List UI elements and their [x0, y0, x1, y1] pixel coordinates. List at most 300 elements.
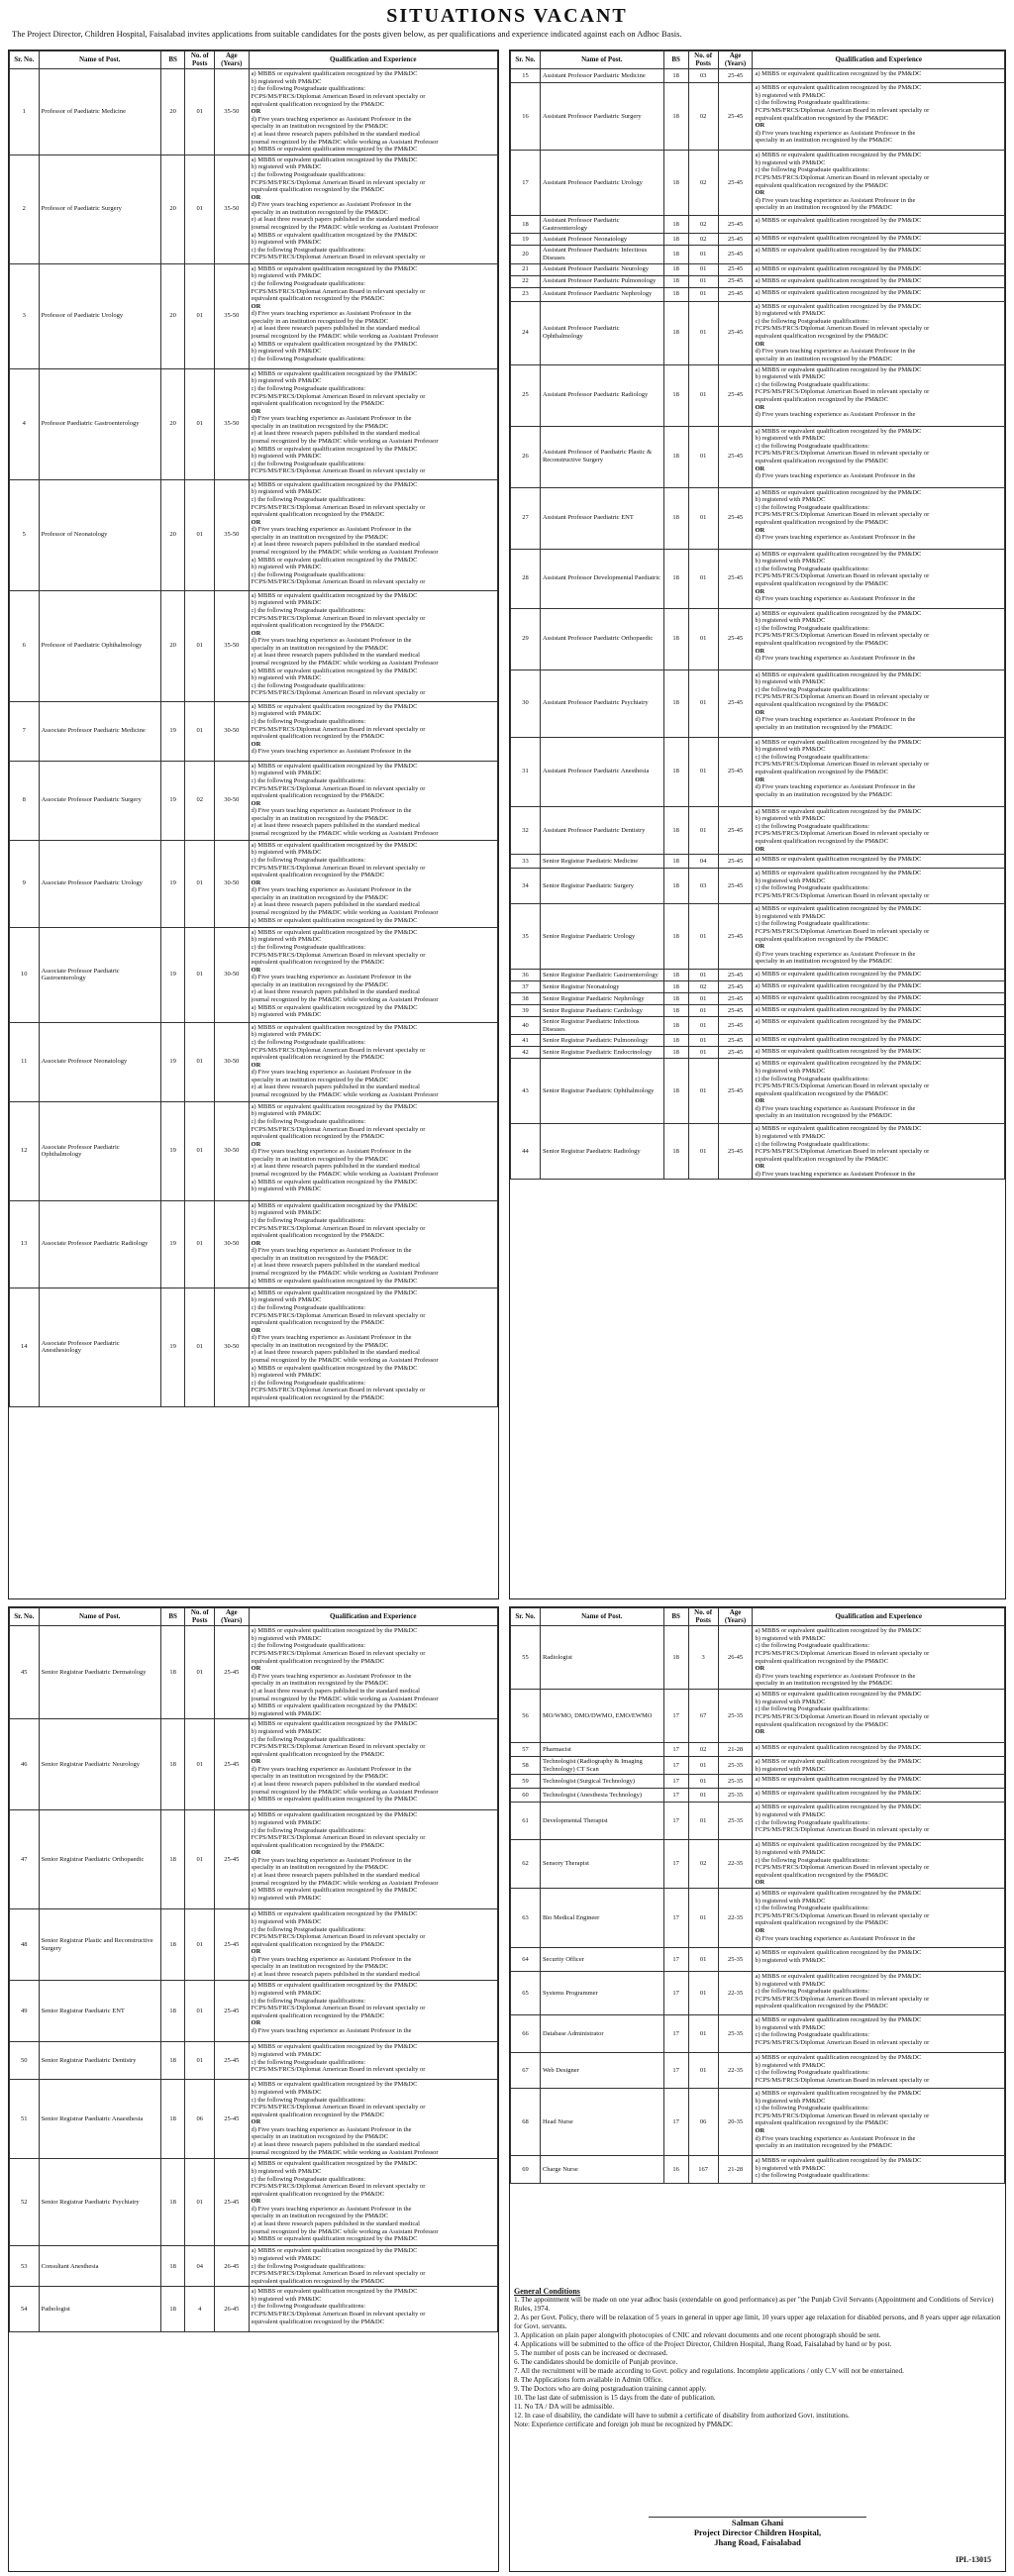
cell-bs: 20 — [160, 263, 185, 368]
cell-qualification — [753, 287, 1005, 301]
qualification-line: b) registered with PM&DC — [755, 1980, 826, 1988]
qualification-line: c) the following Postgraduate qualifications: — [251, 776, 366, 784]
column-header-bs: BS — [160, 52, 185, 69]
cell-qualification — [753, 855, 1005, 869]
qualification-line: journal recognized by the PM&DC while working as Assistant Professor — [251, 1171, 439, 1179]
cell-age: 25-45 — [718, 426, 753, 487]
cell-sr: 30 — [511, 670, 541, 737]
qualification-line: e) at least three research papers published in the standard medical — [251, 901, 420, 909]
column-header-sr: Sr. No. — [10, 52, 40, 69]
qualification-line: specialty in an institution recognized by the PM&DC — [755, 723, 892, 731]
qualification-line: a) MBBS or equivalent qualification recognized by the PM&DC — [755, 2156, 922, 2164]
qualification-line: a) MBBS or equivalent qualification recognized by the PM&DC — [755, 1841, 922, 1849]
qualification-line: b) registered with PM&DC — [251, 849, 322, 857]
qualification-line: c) the following Postgraduate qualifications: — [251, 943, 366, 951]
qualification-line: OR — [251, 1665, 261, 1673]
qualification-line: d) Five years teaching experience as Assistant Professor in the — [251, 1334, 412, 1342]
cell-sr: 63 — [511, 1888, 541, 1947]
cell-age: 25-45 — [215, 1626, 250, 1719]
qualification-line: specialty in an institution recognized by the PM&DC — [755, 790, 892, 798]
cell-qualification — [249, 1626, 497, 1719]
cell-sr: 61 — [511, 1803, 541, 1840]
table-row — [511, 855, 1005, 869]
table-row — [511, 83, 1005, 151]
cell-age: 25-45 — [718, 1005, 753, 1017]
qualification-line: specialty in an institution recognized by the PM&DC — [251, 814, 389, 822]
signature-block — [649, 2517, 866, 2547]
qualification-line: a) MBBS or equivalent qualification recognized by the PM&DC — [251, 480, 418, 488]
cell-sr: 69 — [511, 2155, 541, 2183]
qualification-line: b) registered with PM&DC — [251, 2254, 322, 2262]
cell-age: 22-35 — [718, 1840, 753, 1889]
qualification-line: OR — [755, 2126, 765, 2134]
cell-post: Senior Registrar Neonatology — [540, 981, 663, 993]
cell-n: 04 — [688, 855, 718, 869]
qualification-line: specialty in an institution recognized by the PM&DC — [251, 533, 389, 541]
qualification-line: a) MBBS or equivalent qualification recognized by the PM&DC — [755, 971, 922, 979]
qualification-line: OR — [755, 1097, 765, 1105]
qualification-line: FCPS/MS/FRCS/Diplomat American Board in relevant specialty or — [251, 1046, 426, 1054]
qualification-line: FCPS/MS/FRCS/Diplomat American Board in relevant specialty or — [251, 725, 426, 733]
cell-bs: 18 — [663, 275, 688, 287]
cell-age: 25-45 — [718, 549, 753, 608]
qualification-line: d) Five years teaching experience as Assistant Professor in the — [755, 534, 916, 542]
qualification-line: a) MBBS or equivalent qualification recognized by the PM&DC — [755, 1790, 922, 1798]
table-row — [511, 1775, 1005, 1789]
table-row — [10, 368, 498, 479]
cell-n: 02 — [185, 761, 215, 840]
cell-bs: 17 — [663, 1803, 688, 1840]
qualification-line: c) the following Postgraduate qualifications: — [251, 279, 366, 287]
qualification-line: FCPS/MS/FRCS/Diplomat American Board in relevant specialty or — [755, 2076, 930, 2084]
cell-sr: 8 — [10, 761, 40, 840]
qualification-line: a) MBBS or equivalent qualification recognized by the PM&DC — [755, 609, 922, 617]
cell-age: 35-50 — [215, 263, 250, 368]
table-row — [511, 869, 1005, 904]
cell-n: 02 — [688, 151, 718, 216]
cell-n: 04 — [185, 2246, 215, 2287]
table-row — [511, 1626, 1005, 1690]
qualification-line: b) registered with PM&DC — [755, 558, 826, 566]
cell-age: 25-45 — [718, 1047, 753, 1059]
cell-age: 25-35 — [718, 1789, 753, 1803]
qualification-line: OR — [755, 1163, 765, 1171]
cell-qualification — [753, 216, 1005, 234]
cell-n: 01 — [688, 287, 718, 301]
cell-post: Senior Registrar Paediatric Nephrology — [540, 993, 663, 1005]
column-header-qual: Qualification and Experience — [753, 52, 1005, 69]
qualification-line: specialty in an institution recognized by the PM&DC — [251, 980, 389, 988]
cell-age: 25-45 — [215, 2080, 250, 2159]
cell-post: Associate Professor Paediatric Anesthesiology — [39, 1288, 160, 1406]
qualification-line: a) MBBS or equivalent qualification recognized by the PM&DC — [755, 288, 922, 296]
qualification-line: a) MBBS or equivalent qualification recognized by the PM&DC — [251, 2081, 418, 2089]
cell-age: 25-45 — [718, 1124, 753, 1180]
column-header-posts: No. of Posts — [688, 1608, 718, 1626]
cell-age: 25-45 — [718, 670, 753, 737]
cell-post: Assistant Professor Paediatric Pulmonology — [540, 275, 663, 287]
qualification-line: d) Five years teaching experience as Assistant Professor in the — [755, 411, 916, 419]
qualification-line: b) registered with PM&DC — [251, 239, 322, 247]
cell-sr: 67 — [511, 2052, 541, 2088]
cell-sr: 55 — [511, 1626, 541, 1690]
qualification-line: a) MBBS or equivalent qualification recognized by the PM&DC — [755, 365, 922, 373]
qualification-line: FCPS/MS/FRCS/Diplomat American Board in relevant specialty or — [251, 1834, 426, 1842]
cell-post: Pharmacist — [540, 1743, 663, 1757]
qualification-line: a) MBBS or equivalent qualification recognized by the PM&DC — [251, 556, 418, 564]
qualification-line: OR — [251, 2019, 261, 2027]
qualification-line: c) the following Postgraduate qualifications: — [251, 1735, 366, 1743]
qualification-line: b) registered with PM&DC — [251, 1031, 322, 1039]
qualification-line: OR — [755, 526, 765, 534]
cell-qualification — [249, 263, 497, 368]
vacancy-table-right — [509, 50, 1006, 1599]
cell-post: Assistant Professor Paediatric Medicine — [540, 69, 663, 83]
qualification-line: specialty in an institution recognized by the PM&DC — [251, 208, 389, 216]
cell-age: 30-50 — [215, 840, 250, 927]
qualification-line: OR — [755, 775, 765, 783]
table-row — [511, 216, 1005, 234]
cell-bs: 18 — [663, 670, 688, 737]
qualification-line: c) the following Postgraduate qualifications: — [251, 1997, 366, 2005]
qualification-line: b) registered with PM&DC — [251, 77, 322, 85]
qualification-line: a) MBBS or equivalent qualification recognized by the PM&DC — [755, 905, 922, 913]
general-condition-item: 12. In case of disability, the candidate will have to submit a certificate of disability from authorized Govt. institutions. — [514, 2412, 850, 2420]
cell-post: Senior Registrar Paediatric Gastroenterology — [540, 970, 663, 981]
cell-post: Sensory Therapist — [540, 1840, 663, 1889]
qualification-line: FCPS/MS/FRCS/Diplomat American Board in relevant specialty or — [251, 254, 426, 261]
qualification-line: a) MBBS or equivalent qualification recognized by the PM&DC — [755, 670, 922, 678]
cell-n: 01 — [688, 1059, 718, 1124]
table-row — [10, 1200, 498, 1288]
cell-sr: 60 — [511, 1789, 541, 1803]
table-row — [511, 2088, 1005, 2155]
table-row — [511, 1690, 1005, 1743]
cell-qualification — [249, 1022, 497, 1101]
qualification-line: a) MBBS or equivalent qualification recognized by the PM&DC — [755, 427, 922, 435]
cell-qualification — [753, 970, 1005, 981]
cell-n: 02 — [688, 981, 718, 993]
cell-age: 25-45 — [215, 2042, 250, 2080]
cell-n: 01 — [688, 1757, 718, 1775]
qualification-line: e) at least three research papers published in the standard medical — [251, 325, 420, 333]
table-row — [511, 981, 1005, 993]
general-conditions — [514, 2287, 1001, 2429]
qualification-line: FCPS/MS/FRCS/Diplomat American Board in relevant specialty or — [755, 1082, 930, 1090]
table-row — [10, 1288, 498, 1406]
qualification-line: FCPS/MS/FRCS/Diplomat American Board in relevant specialty or — [755, 761, 930, 769]
table-row — [511, 275, 1005, 287]
cell-n: 01 — [688, 970, 718, 981]
cell-age: 25-45 — [718, 275, 753, 287]
cell-sr: 12 — [10, 1101, 40, 1200]
cell-post: Assistant Professor Paediatric Surgery — [540, 83, 663, 151]
qualification-line: c) the following Postgraduate qualifications: — [251, 1826, 366, 1834]
table-row — [511, 1047, 1005, 1059]
vacancy-grid-bottom — [8, 1606, 1006, 2572]
cell-bs: 18 — [663, 1059, 688, 1124]
qualification-line: a) MBBS or equivalent qualification recognized by the PM&DC — [755, 1803, 922, 1811]
cell-bs: 17 — [663, 1789, 688, 1803]
qualification-line: FCPS/MS/FRCS/Diplomat American Board in relevant specialty or — [251, 178, 426, 186]
cell-age: 35-50 — [215, 590, 250, 701]
general-condition-item: 1. The appointment will be made on one year adhoc basis (extendable on good performance) as per "the Punjab Civil Servants (Appointment and Conditions of Service) Rules, 1974. — [514, 2296, 994, 2313]
qualification-line: c) the following Postgraduate qualifications: — [251, 570, 366, 578]
cell-age: 30-50 — [215, 761, 250, 840]
cell-sr: 47 — [10, 1810, 40, 1909]
qualification-line: a) MBBS or equivalent qualification recognized by the PM&DC — [755, 856, 922, 864]
qualification-line: OR — [251, 1140, 261, 1148]
table-row — [511, 1757, 1005, 1775]
qualification-line: d) Five years teaching experience as Assistant Professor in the — [755, 129, 916, 137]
cell-post: Assistant Professor Paediatric Psychiatry — [540, 670, 663, 737]
qualification-line: equivalent qualification recognized by the PM&DC — [251, 295, 385, 303]
qualification-line: a) MBBS or equivalent qualification recognized by the PM&DC — [251, 369, 418, 377]
qualification-line: equivalent qualification recognized by the PM&DC — [755, 457, 888, 464]
cell-n: 02 — [688, 83, 718, 151]
qualification-line: c) the following Postgraduate qualifications: — [251, 856, 366, 864]
qualification-line: a) MBBS or equivalent qualification recognized by the PM&DC — [251, 1982, 418, 1990]
cell-bs: 18 — [663, 1035, 688, 1047]
qualification-line: c) the following Postgraduate qualifications: — [755, 2105, 870, 2112]
cell-n: 3 — [688, 1626, 718, 1690]
cell-post: Professor of Neonatology — [39, 479, 160, 590]
qualification-line: FCPS/MS/FRCS/Diplomat American Board in relevant specialty or — [251, 1224, 426, 1232]
cell-n: 01 — [688, 487, 718, 549]
table-row — [511, 670, 1005, 737]
cell-n: 01 — [688, 246, 718, 263]
qualification-line: FCPS/MS/FRCS/Diplomat American Board in relevant specialty or — [251, 614, 426, 622]
cell-n: 06 — [185, 2080, 215, 2159]
qualification-line: b) registered with PM&DC — [251, 1818, 322, 1826]
qualification-line: equivalent qualification recognized by the PM&DC — [755, 181, 888, 189]
table-row — [511, 806, 1005, 855]
qualification-line: b) registered with PM&DC — [251, 1894, 322, 1902]
cell-bs: 18 — [663, 234, 688, 246]
cell-age: 25-45 — [718, 151, 753, 216]
qualification-line: specialty in an institution recognized by the PM&DC — [755, 137, 892, 145]
qualification-line: specialty in an institution recognized by the PM&DC — [251, 422, 389, 430]
qualification-line: e) at least three research papers published in the standard medical — [251, 216, 420, 224]
cell-post: Assistant Professor of Paediatric Plastic & Reconstructive Surgery — [540, 426, 663, 487]
qualification-line: e) at least three research papers published in the standard medical — [251, 652, 420, 660]
table-row — [511, 287, 1005, 301]
qualification-line: equivalent qualification recognized by the PM&DC — [755, 518, 888, 526]
cell-n: 01 — [185, 1909, 215, 1981]
cell-post: Assistant Professor Paediatric Radiology — [540, 364, 663, 426]
table-row — [511, 487, 1005, 549]
cell-age: 25-45 — [718, 364, 753, 426]
cell-age: 30-50 — [215, 1101, 250, 1200]
table-row — [511, 246, 1005, 263]
qualification-line: a) MBBS or equivalent qualification recognized by the PM&DC — [755, 1627, 922, 1635]
cell-n: 06 — [688, 2088, 718, 2155]
cell-qualification — [753, 904, 1005, 970]
cell-sr: 25 — [511, 364, 541, 426]
cell-post: Senior Registrar Paediatric Psychiatry — [39, 2159, 160, 2246]
cell-post: Assistant Professor Paediatric ENT — [540, 487, 663, 549]
cell-post: Systems Programmer — [540, 1971, 663, 2014]
cell-qualification — [753, 993, 1005, 1005]
qualification-line: equivalent qualification recognized by the PM&DC — [755, 114, 888, 122]
qualification-line: d) Five years teaching experience as Assistant Professor in the — [755, 196, 916, 204]
cell-n: 01 — [688, 1035, 718, 1047]
cell-sr: 6 — [10, 590, 40, 701]
qualification-line: b) registered with PM&DC — [755, 2164, 826, 2172]
cell-n: 01 — [185, 840, 215, 927]
cell-post: Associate Professor Paediatric Urology — [39, 840, 160, 927]
table-row — [511, 970, 1005, 981]
qualification-line: b) registered with PM&DC — [755, 158, 826, 166]
cell-age: 20-35 — [718, 2088, 753, 2155]
cell-sr: 56 — [511, 1690, 541, 1743]
cell-sr: 24 — [511, 301, 541, 364]
cell-bs: 17 — [663, 1888, 688, 1947]
qualification-line: specialty in an institution recognized by the PM&DC — [755, 2142, 892, 2150]
table-row — [10, 2246, 498, 2287]
cell-qualification — [249, 927, 497, 1022]
cell-bs: 18 — [663, 970, 688, 981]
table-row — [10, 590, 498, 701]
qualification-line: a) MBBS or equivalent qualification recognized by the PM&DC — [755, 488, 922, 496]
qualification-line: a) MBBS or equivalent qualification recognized by the PM&DC — [755, 1036, 922, 1044]
cell-post: Senior Registrar Paediatric Orthopaedic — [39, 1810, 160, 1909]
qualification-line: equivalent qualification recognized by the PM&DC — [251, 1232, 385, 1240]
qualification-line: OR — [251, 966, 261, 974]
qualification-line: FCPS/MS/FRCS/Diplomat American Board in relevant specialty or — [755, 891, 930, 899]
table-row — [511, 364, 1005, 426]
cell-age: 25-45 — [718, 234, 753, 246]
qualification-line: a) MBBS or equivalent qualification recognized by the PM&DC — [251, 762, 418, 770]
cell-sr: 50 — [10, 2042, 40, 2080]
qualification-line: c) the following Postgraduate qualifications: — [251, 355, 366, 362]
qualification-line: c) the following Postgraduate qualifications: — [251, 1925, 366, 1933]
cell-post: Assistant Professor Neonatology — [540, 234, 663, 246]
cell-post: Assistant Professor Paediatric Neurology — [540, 263, 663, 275]
qualification-line: FCPS/MS/FRCS/Diplomat American Board in relevant specialty or — [755, 1826, 930, 1834]
qualification-line: a) MBBS or equivalent qualification recognized by the PM&DC — [755, 1048, 922, 1056]
general-condition-item: 10. The last date of submission is 15 days from the date of publication. — [514, 2394, 716, 2402]
qualification-line: specialty in an institution recognized by the PM&DC — [251, 1963, 389, 1971]
qualification-line: b) registered with PM&DC — [251, 348, 322, 356]
cell-sr: 46 — [10, 1719, 40, 1810]
cell-bs: 18 — [160, 1909, 185, 1981]
cell-post: Technologist (Anesthesia Technology) — [540, 1789, 663, 1803]
qualification-line: d) Five years teaching experience as Assistant Professor in the — [251, 2205, 412, 2213]
cell-age: 26-45 — [718, 1626, 753, 1690]
qualification-line: OR — [755, 464, 765, 472]
table-row — [511, 1971, 1005, 2014]
table-row — [10, 1719, 498, 1810]
cell-bs: 18 — [663, 83, 688, 151]
cell-n: 01 — [688, 1047, 718, 1059]
qualification-line: equivalent qualification recognized by the PM&DC — [755, 1155, 888, 1163]
cell-bs: 18 — [663, 855, 688, 869]
cell-n: 02 — [688, 234, 718, 246]
qualification-line: OR — [755, 845, 765, 853]
qualification-line: a) MBBS or equivalent qualification recognized by the PM&DC — [755, 235, 922, 243]
qualification-line: FCPS/MS/FRCS/Diplomat American Board in relevant specialty or — [755, 2112, 930, 2119]
cell-post: Senior Registrar Paediatric Endocrinology — [540, 1047, 663, 1059]
qualification-line: b) registered with PM&DC — [755, 1698, 826, 1705]
cell-qualification — [249, 1810, 497, 1909]
qualification-line: journal recognized by the PM&DC while working as Assistant Professor — [251, 2148, 439, 2156]
qualification-line: equivalent qualification recognized by the PM&DC — [251, 622, 385, 630]
column-header-posts: No. of Posts — [185, 52, 215, 69]
cell-qualification — [249, 840, 497, 927]
cell-qualification — [753, 981, 1005, 993]
cell-n: 01 — [185, 1200, 215, 1288]
cell-sr: 9 — [10, 840, 40, 927]
column-header-post: Name of Post. — [39, 52, 160, 69]
qualification-line: equivalent qualification recognized by the PM&DC — [251, 1133, 385, 1141]
column-header-bs: BS — [663, 52, 688, 69]
general-condition-item: 6. The candidates should be domicile of Punjab province. — [514, 2358, 678, 2366]
qualification-line: a) MBBS or equivalent qualification recognized by the PM&DC — [755, 550, 922, 558]
page-title: SITUATIONS VACANT — [386, 5, 628, 27]
table-row — [10, 69, 498, 155]
cell-n: 01 — [688, 904, 718, 970]
general-condition-item: 2. As per Govt. Policy, there will be relaxation of 5 years in general in upper age limit, 10 years upper age relaxation for disabled persons, and 8 years upper age relaxation for Govt. servants. — [514, 2314, 1001, 2330]
qualification-line: b) registered with PM&DC — [755, 1810, 826, 1818]
table-row — [511, 993, 1005, 1005]
qualification-line: b) registered with PM&DC — [755, 435, 826, 443]
cell-post: Senior Registrar Plastic and Reconstructive Surgery — [39, 1909, 160, 1981]
table-row — [511, 1888, 1005, 1947]
qualification-line: c) the following Postgraduate qualifications: — [755, 166, 870, 174]
cell-n: 67 — [688, 1690, 718, 1743]
cell-age: 22-35 — [718, 1971, 753, 2014]
cell-qualification — [753, 1971, 1005, 2014]
cell-n: 4 — [185, 2287, 215, 2332]
qualification-line: FCPS/MS/FRCS/Diplomat American Board in relevant specialty or — [251, 467, 426, 475]
qualification-line: journal recognized by the PM&DC while working as Assistant Professor — [251, 1879, 439, 1887]
qualification-line: e) at least three research papers published in the standard medical — [251, 2141, 420, 2149]
cell-qualification — [753, 487, 1005, 549]
qualification-line: a) MBBS or equivalent qualification recognized by the PM&DC — [251, 1277, 418, 1285]
cell-bs: 18 — [663, 216, 688, 234]
qualification-line: c) the following Postgraduate qualifications: — [755, 1818, 870, 1826]
qualification-line: equivalent qualification recognized by the PM&DC — [755, 332, 888, 340]
qualification-line: FCPS/MS/FRCS/Diplomat American Board in relevant specialty or — [251, 951, 426, 959]
cell-n: 01 — [688, 608, 718, 670]
cell-age: 25-45 — [718, 69, 753, 83]
qualification-line: b) registered with PM&DC — [251, 377, 322, 385]
cell-post: Senior Registrar Paediatric Dentistry — [39, 2042, 160, 2080]
qualification-line: FCPS/MS/FRCS/Diplomat American Board in relevant specialty or — [251, 689, 426, 697]
cell-bs: 18 — [663, 151, 688, 216]
table-row — [10, 263, 498, 368]
cell-sr: 14 — [10, 1288, 40, 1406]
qualification-line: a) MBBS or equivalent qualification recognized by the PM&DC — [251, 264, 418, 272]
qualification-line: journal recognized by the PM&DC while working as Assistant Professor — [251, 660, 439, 668]
qualification-line: a) MBBS or equivalent qualification recognized by the PM&DC — [755, 70, 922, 78]
table-row — [10, 1626, 498, 1719]
cell-sr: 54 — [10, 2287, 40, 2332]
cell-bs: 17 — [663, 2014, 688, 2052]
cell-sr: 1 — [10, 69, 40, 155]
qualification-line: d) Five years teaching experience as Assistant Professor in the — [755, 348, 916, 356]
qualification-line: journal recognized by the PM&DC while working as Assistant Professor — [251, 1788, 439, 1796]
column-header-age: Age (Years) — [215, 1608, 250, 1626]
cell-sr: 65 — [511, 1971, 541, 2014]
cell-qualification — [249, 2042, 497, 2080]
general-condition-item: 8. The Applications form available in Admin Office. — [514, 2376, 663, 2384]
qualification-line: FCPS/MS/FRCS/Diplomat American Board in relevant specialty or — [755, 1911, 930, 1919]
general-condition-item: 4. Applications will be submitted to the office of the Project Director, Children Hospital, Jhang Road, Faisalabad by hand or by post. — [514, 2340, 892, 2348]
cell-qualification — [753, 275, 1005, 287]
cell-age: 25-45 — [718, 608, 753, 670]
